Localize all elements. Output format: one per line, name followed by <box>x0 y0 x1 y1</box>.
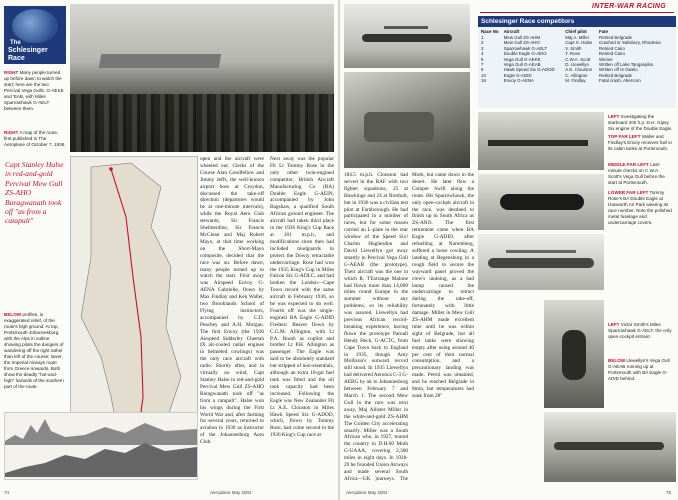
article-column-3: 184.5 m.p.h. Clouston had served in the RAF with two fighter squadrons, 25 at Hawkinge and 24 at Northolt, but in 1936 was a civilian test pilot at Farnborough. He had participated in a number of races, but for some reason carried an L-plate in the rear window of the Speed Six! Charles Hughesdon and David Llewellyn got away smartly in Percival Vega Gull G-AEAB (the prototype). Their aircraft was the one in which R. T'Estrange Malone had flown more than 14,000 miles round Europe in the summer without any problems, so its reliability was assured. Llewellyn had previous African record-breaking experience, having flown the prototype Parnall Hendy Heck, G-ACTC, from Cape Town back to England in 1935, though Amy Mollison's outward record still stood. In 1935 Llewellyn had delivered Aeronca C-3 G-AEBG by air to Johannesburg between February 7 and March 1. The second Mew Gull in the race was next away, Maj Allister Miller in the white-and-gold ZS-AHM The Golden City accelerating smartly. Miller was a South African who, in 1927, toured the country in D.H.60 Moth G-UAAA, covering 2,300 miles in eight days. In 1928-29 he founded Union Airways and made several South Africa—UK journeys. The <box>344 172 408 482</box>
race-no-cell: 19 <box>481 78 486 84</box>
competitors-grid <box>481 29 673 84</box>
aircraft-cell: Sparrowhawk G-AELT <box>503 45 548 51</box>
fate-cell: Retired Belgrade <box>599 35 632 40</box>
aircraft-cell: Envoy G-AENA <box>503 78 534 84</box>
section-heading: INTER-WAR RACING <box>592 3 667 10</box>
photo-aircraft-top <box>344 4 470 68</box>
photo-vega-gull-runup <box>544 412 676 482</box>
aircraft-cell: Hawk Speed Six G-ADOD <box>503 67 555 73</box>
fate-cell: Winner <box>599 56 613 62</box>
race-no-cell: 3 <box>481 45 484 51</box>
pilot-cell: Capt S. Halse <box>565 40 593 46</box>
aircraft-cell: Eagle G-ADID <box>503 72 532 78</box>
fate-cell: Retired Cairo <box>599 45 625 51</box>
profile-chart <box>4 412 198 480</box>
folio-left-number: 74 <box>4 490 10 495</box>
caption-double-eagle: LOWER FAR LEFT Tommy Rose's BA Double Eagle at Hanworth Air Park wearing its race number. Note the polished metal fuselage and undercarriage covers. <box>608 190 672 225</box>
race-no-cell: 2 <box>481 40 484 46</box>
article-column-1: open and the aircraft were wheeled out. Clerks of the Course Alan Goodfellow and Jimmy Jeffs, the well-known airport boss at Croydon, discussed the take-off direction (departures would be at one-minute intervals), while the Royal Aero Club stewards, Sir Francis Shelmerdine, Sir Francis McClean and Maj Robert Mayo, at that time working on the Short-Mayo composite, decided that the race was on. Before dawn, many people turned up to watch the start. First away was Airspeed Envoy G-AENA Gabrielle, flown by Max Findlay and Ken Waller, two Brooklands School of Flying instructors, accompanied by C.D. Peachey and A.H. Morgan. The first Envoy (the 1936 Airspeed Sidderley Cheetah IX air-cooled radial engines in helmeted cowlings) was the only race aircraft with radio. Shortly after, and in virtually no wind, Capt Stanley Halse in red-and-gold Percival Mew Gull ZS-AHO Baragwanath took off "as from a catapult". Halse won his wings during the First World War and, after farming for several years, returned to aviation in 1930 as instructor of the Johannesburg Aero Club. <box>200 156 264 446</box>
pilot-cell: C. Allington <box>565 72 588 78</box>
fate-cell: Fatal crash, Abercorn <box>599 78 641 84</box>
photo-double-eagle <box>478 234 604 290</box>
pilot-cell: T. Rose <box>565 51 581 57</box>
pilot-cell: Maj A. Miller <box>565 35 590 40</box>
photo-crowd-start <box>70 4 334 152</box>
section-rule <box>480 12 674 13</box>
caption-vega-checks: MIDDLE FAR LEFT Last-minute checks on C.W.A. Scott's Vega Gull before the start at Portsmouth. <box>608 162 665 185</box>
table-row <box>481 78 673 83</box>
pilot-cell: C.W.A. Scott <box>565 56 591 62</box>
aircraft-cell: Mew Gull ZS-AHO <box>503 40 540 46</box>
aircraft-cell: Vega Gull G-AEAB <box>503 62 541 68</box>
photo-engine <box>344 72 470 168</box>
photo-vega-gull-checks <box>478 174 604 230</box>
race-no-cell: 8 <box>481 67 484 73</box>
col-aircraft: Aircraft <box>503 29 520 34</box>
fate-cell: Crashed nr Salisbury, Rhodesia <box>599 40 661 46</box>
article-column-2: Next away was the popular Flt Lt Tommy Rose in the only other twin-engined competitor, British Aircraft Manufacturing Co (BA) Double Eagle G-AEIN, accompanied by John Bagshaw, a qualified South African ground engineer. The aircraft had taken third place in the 1936 King's Cup Race at 181 m.p.h., and modifications since then had included mudguards to protect the Dowty retractable undercarriage. Rose had won the 1935 King's Cup in Miles Falcon Six G-ADLC, and had broken the London—Cape Town record with the same aircraft in February 1936, so he was expected to do well. Fourth off was the single-engined BA Eagle G-ADID Frederic Beaver flown by C.G.M. Allington, with Lt P.A. Booth as copilot and brother Lt P.H. Allington as passenger. The Eagle was said to be absolutely standard but stripped of non-essentials, although an extra 10-gal fuel tank was fitted and the oil tank capacity had been increased. Following the Eagle was New Zealander Flt Lt A.E. Clouston in Miles Hawk Speed Six G-ADOD, which, flown by Tommy Rose, had come second in the 1936 King's Cup race at <box>270 156 334 439</box>
photo-sparrowhawk <box>544 300 604 408</box>
fate-cell: Retired Belgrade <box>599 72 632 78</box>
pilot-cell: M. Findlay <box>565 78 586 84</box>
logo-text-title: Schlesinger Race <box>8 47 48 62</box>
race-no-cell: 7 <box>481 62 484 68</box>
table-title: Schlesinger Race competitors <box>478 16 676 27</box>
fate-cell: Retired Cairo <box>599 51 625 57</box>
article-column-4: Moth, but came down in the desert. He later flew a Comper Swift along the route. His Sparrowhawk, the only open-cockpit aircraft in the race, was destined to finish up in South Africa as ZS-ANO. The first retirement came when BA Eagle G-ADID, after refuelling at Nuremberg, suffered a loose cowling. A landing at Regensburg in a rough field to secure the wayward panel proved the crew's undoing, as a bad bump caused the undercarriage to retract during the take-off, fortunately with little damage. Miller in Mew Gull ZS-AHM made excellent time until he was within sight of Belgrade, but all fuel tanks were showing empty after using around 40 per cent of their normal consumption, and a precautionary landing was made. Petrol was obtained, and he reached Belgrade in 8min, but temperatures had sunk from 28" <box>412 172 474 399</box>
pilot-cell: D. Llewellyn <box>565 62 589 68</box>
logo-globe-icon <box>12 9 58 43</box>
col-fate: Fate <box>599 29 609 34</box>
route-map <box>70 156 198 456</box>
folio-right-number: 75 <box>666 490 672 495</box>
col-race-no: Race No <box>481 29 499 34</box>
pull-quote: Capt Stanley Halse in red-and-gold Percival Mew Gull ZS-AHO Baragwanath took off "as from a catapult" <box>5 160 64 226</box>
race-no-cell: 10 <box>481 72 486 78</box>
photo-envoy-refuel <box>478 112 604 170</box>
fate-cell: Written off Lake Tanganyika <box>599 62 653 68</box>
aircraft-cell: Vega Gull G-AEKE <box>503 56 541 62</box>
caption-map: RIGHT A map of the route, first published in The Aeroplane of October 7, 1936. <box>4 130 66 147</box>
right-page <box>340 0 678 500</box>
race-logo <box>4 6 66 64</box>
caption-vega-runup: BELOW Llewellyn's Vega Gull G-AEAB running up at Portsmouth with BA Eagle G-ADID behind. <box>608 358 670 381</box>
caption-crowd: RIGHT Many people turned up before dawn to watch the start; here are the two Percival Vega Gulls, G-AEKE and 'EAB, with Miles Sparrowhawk G-AELT between them. <box>4 70 64 111</box>
pilot-cell: A.E. Clouston <box>565 67 593 73</box>
caption-envoy-refuel: TOP FAR LEFT Waller and Findlay's Envoy receives fuel in its cabin tanks at Portsmouth. <box>608 134 672 151</box>
aircraft-cell: Mew Gull ZS-AHM <box>503 35 541 40</box>
left-page <box>0 0 338 500</box>
folio-left-magazine: Aeroplane May 2002 <box>210 490 252 495</box>
folio-right-magazine: Aeroplane May 2002 <box>346 490 388 495</box>
race-no-cell: 1 <box>481 35 484 40</box>
caption-sparrowhawk: LEFT Victor Smith's Miles Sparrowhawk G-AELT, the only open-cockpit entrant. <box>608 322 672 339</box>
logo-text-the: The <box>10 40 21 46</box>
aircraft-cell: Double Eagle G-AEIO <box>503 51 547 57</box>
caption-profiles: BELOW profiles, in exaggerated relief, of the route's high ground. At top, Portsmouth-Johannesburg, with the Alps in outline showing pilots the dangers of wandering off the right rather than left of the course; lower, the Imperial Airways route from Greece onwards. Both show the deadly "hot-and-high" hazards of the southern part of the route. <box>4 312 64 389</box>
fate-cell: Written off nr Gwelo <box>599 67 638 73</box>
col-chief-pilot: Chief pilot <box>565 29 587 34</box>
race-no-cell: 4 <box>481 51 484 57</box>
caption-engine: LEFT Investigating the starboard 200 h.p. D.H. Gipsy Six engine of the Double Eagle. <box>608 114 673 131</box>
pilot-cell: V. Smith <box>565 45 582 51</box>
competitors-table <box>478 16 676 108</box>
race-no-cell: 6 <box>481 56 484 62</box>
